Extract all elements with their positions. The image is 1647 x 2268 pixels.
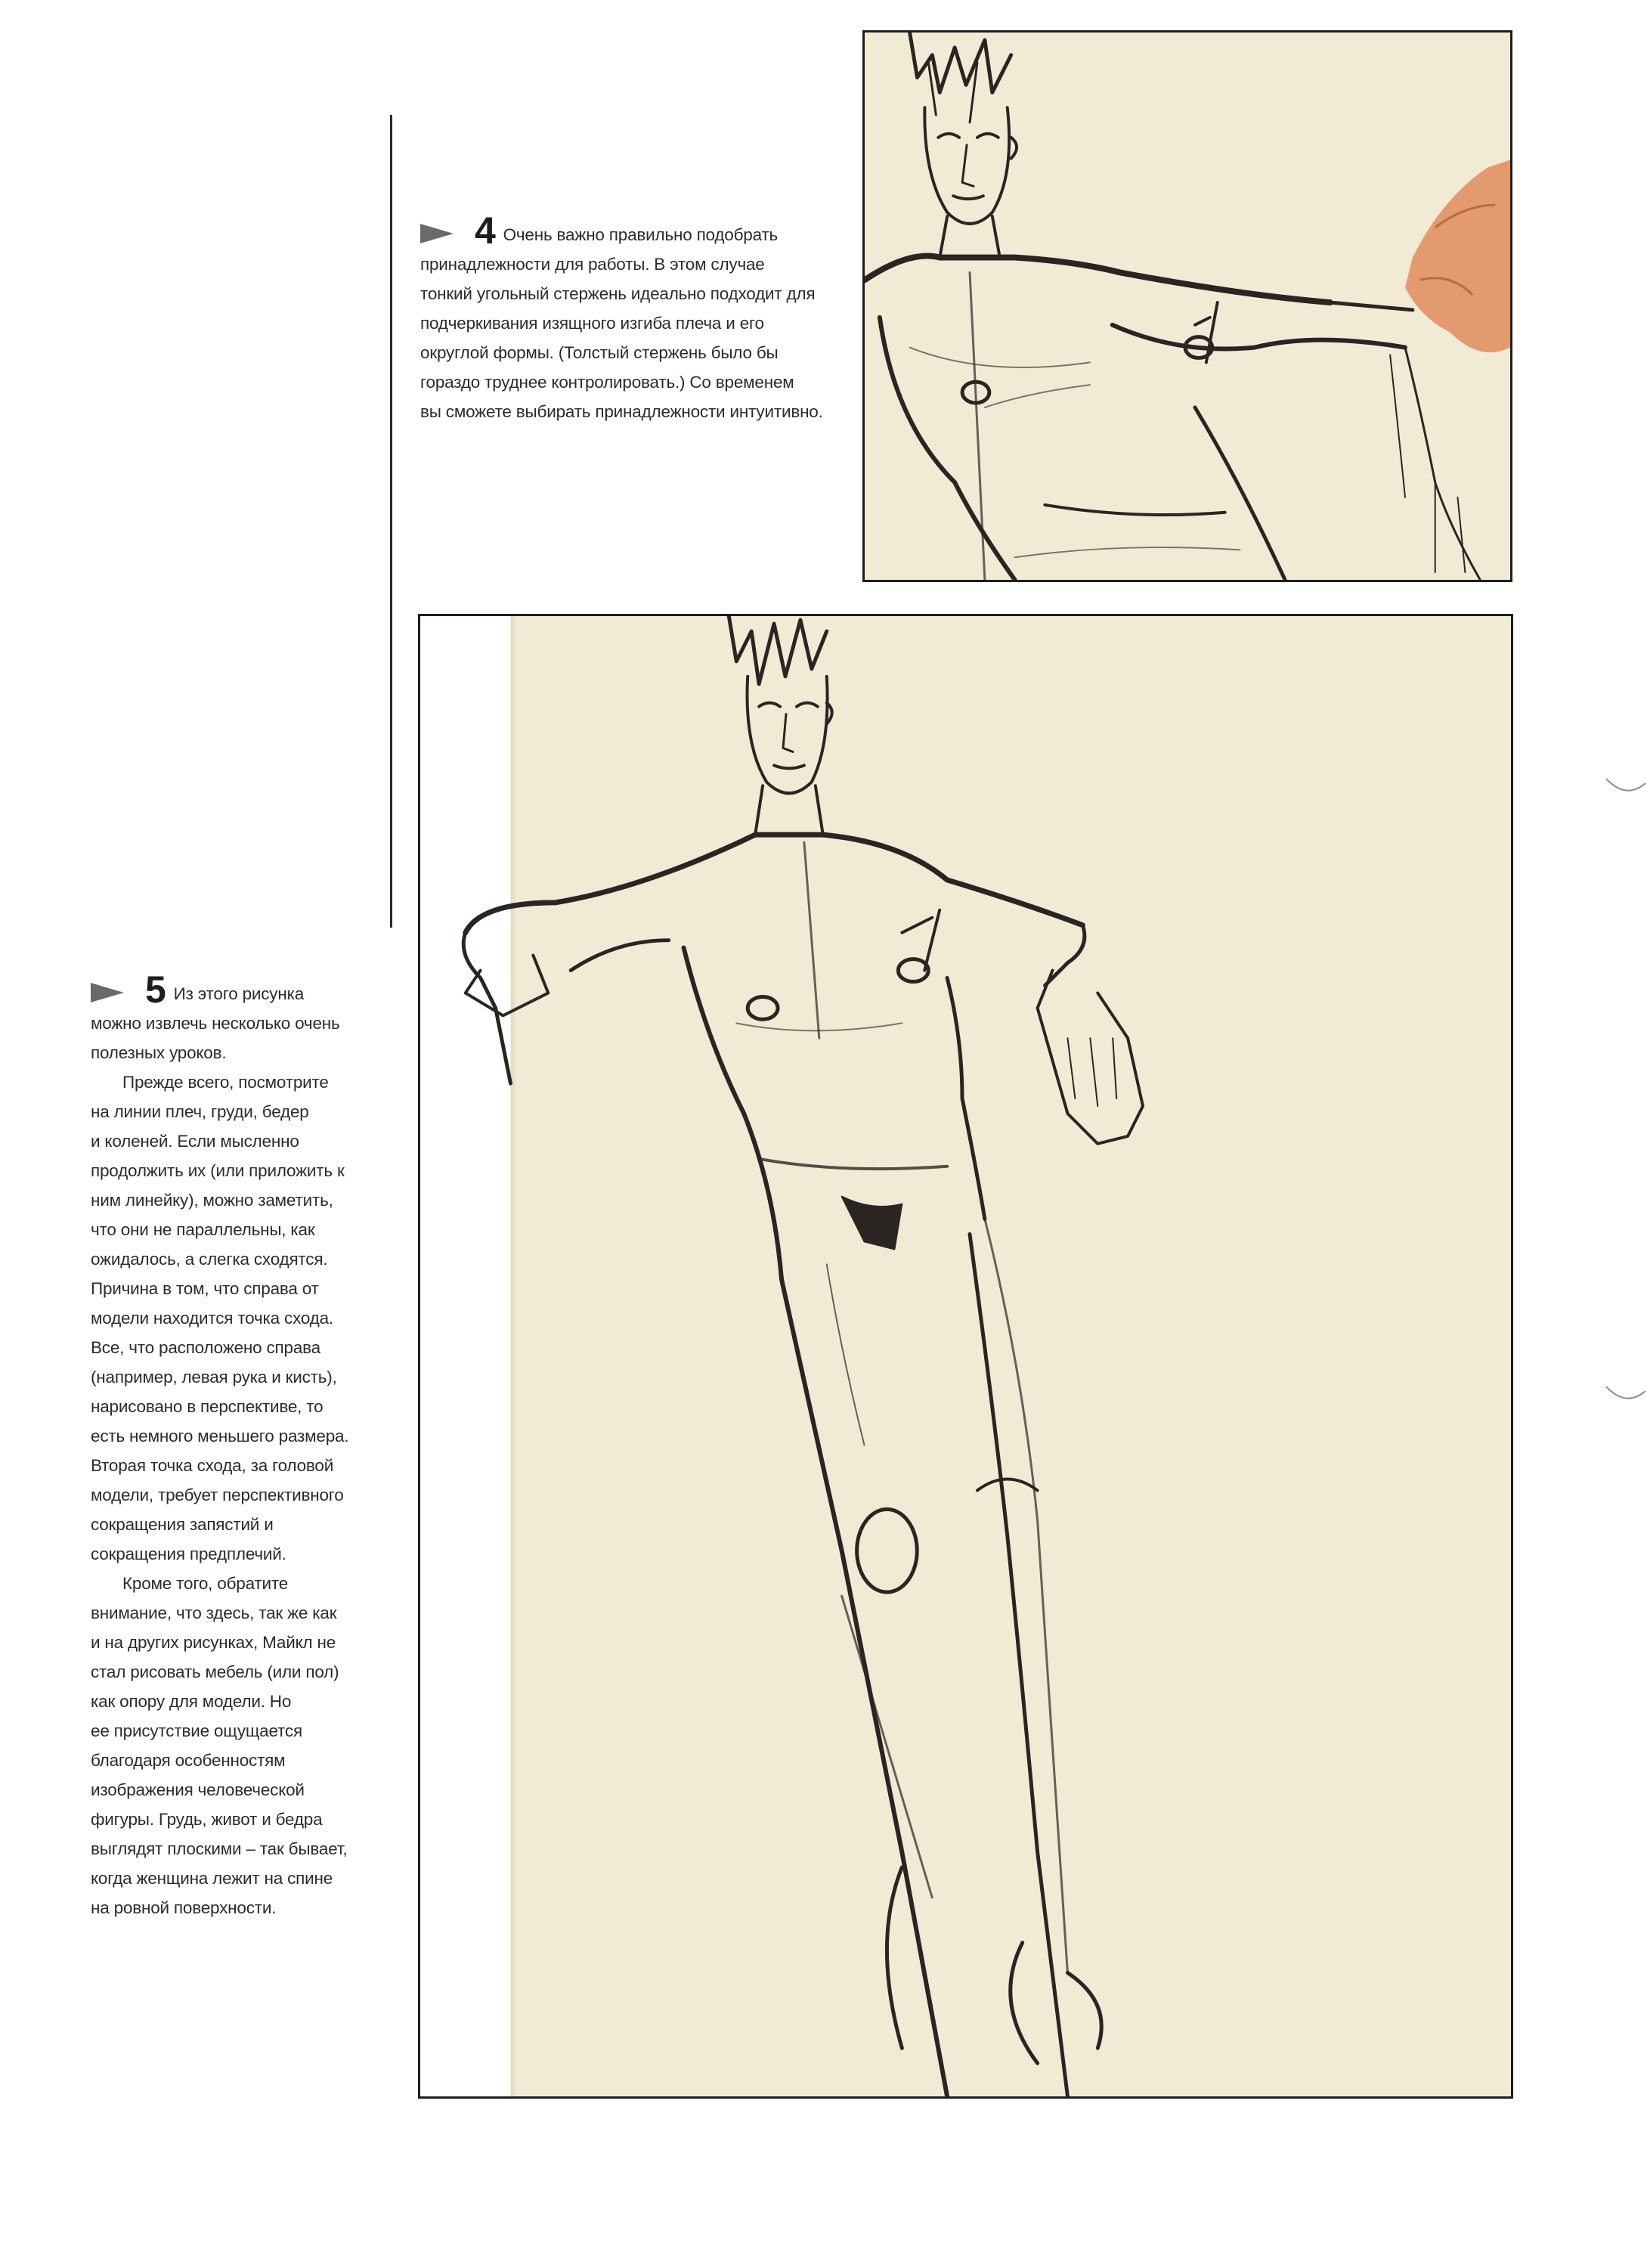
caption-line: стал рисовать мебель (или пол)	[91, 1662, 339, 1681]
charcoal-sketch-detail	[865, 33, 1510, 580]
caption-line: есть немного меньшего размера.	[91, 1427, 349, 1445]
caption-line: тонкий угольный стержень идеально подходит для	[420, 284, 816, 303]
step4-detail-photo	[862, 30, 1512, 582]
caption-line: внимание, что здесь, так же как	[91, 1603, 337, 1622]
caption-line: что они не параллельны, как	[91, 1220, 315, 1239]
caption-line: модели находится точка схода.	[91, 1309, 333, 1328]
caption-line: продолжить их (или приложить к	[91, 1161, 345, 1180]
step4-caption	[420, 209, 844, 426]
caption-line: вы сможете выбирать принадлежности интуитивно.	[420, 402, 823, 421]
arrow-marker-icon	[420, 224, 454, 243]
caption-line: гораздо труднее контролировать.) Со временем	[420, 373, 794, 392]
caption-line: (например, левая рука и кисть),	[91, 1368, 337, 1387]
caption-line: как опору для модели. Но	[91, 1692, 292, 1711]
caption-line: сокращения предплечий.	[91, 1545, 286, 1563]
caption-line: и коленей. Если мысленно	[91, 1132, 299, 1151]
caption-line: Кроме того, обратите	[122, 1574, 289, 1593]
caption-line: полезных уроков.	[91, 1043, 227, 1062]
caption-line: сокращения запястий и	[91, 1515, 274, 1534]
caption-line: и на других рисунках, Майкл не	[91, 1633, 336, 1652]
caption-line: можно извлечь несколько очень	[91, 1014, 340, 1033]
vertical-rule	[390, 115, 392, 928]
arrow-marker-icon	[91, 983, 124, 1002]
caption-line: ее присутствие ощущается	[91, 1721, 302, 1740]
caption-line: подчеркивания изящного изгиба плеча и его	[420, 314, 764, 333]
caption-line: на ровной поверхности.	[91, 1898, 277, 1917]
caption-line: Вторая точка схода, за головой	[91, 1456, 334, 1475]
caption-line: фигуры. Грудь, живот и бедра	[91, 1810, 323, 1829]
step5-full-figure-photo	[418, 614, 1513, 2099]
caption-line: Очень важно правильно подобрать	[503, 225, 779, 244]
caption-line: Все, что расположено справа	[91, 1338, 320, 1357]
step-number: 5	[145, 968, 166, 1011]
caption-line: на линии плеч, груди, бедер	[91, 1102, 309, 1121]
caption-line: Причина в том, что справа от	[91, 1279, 319, 1298]
binder-hole-mark	[1605, 777, 1647, 797]
caption-line: благодаря особенностям	[91, 1751, 286, 1770]
caption-line: ним линейку), можно заметить,	[91, 1191, 333, 1210]
charcoal-sketch-full-figure	[420, 616, 1511, 2096]
caption-line: изображения человеческой	[91, 1780, 305, 1799]
caption-line: ожидалось, а слегка сходятся.	[91, 1250, 328, 1269]
caption-line: принадлежности для работы. В этом случае	[420, 255, 765, 274]
caption-line: Прежде всего, посмотрите	[122, 1073, 329, 1092]
binder-hole-mark	[1605, 1385, 1647, 1405]
caption-line: выглядят плоскими – так бывает,	[91, 1839, 348, 1858]
caption-line: округлой формы. (Толстый стержень было бы	[420, 343, 779, 362]
caption-line: нарисовано в перспективе, то	[91, 1397, 324, 1416]
caption-line: Из этого рисунка	[173, 984, 305, 1003]
caption-line: модели, требует перспективного	[91, 1486, 344, 1504]
step5-caption	[91, 968, 393, 1923]
step-number: 4	[475, 209, 496, 252]
caption-line: когда женщина лежит на спине	[91, 1869, 333, 1888]
